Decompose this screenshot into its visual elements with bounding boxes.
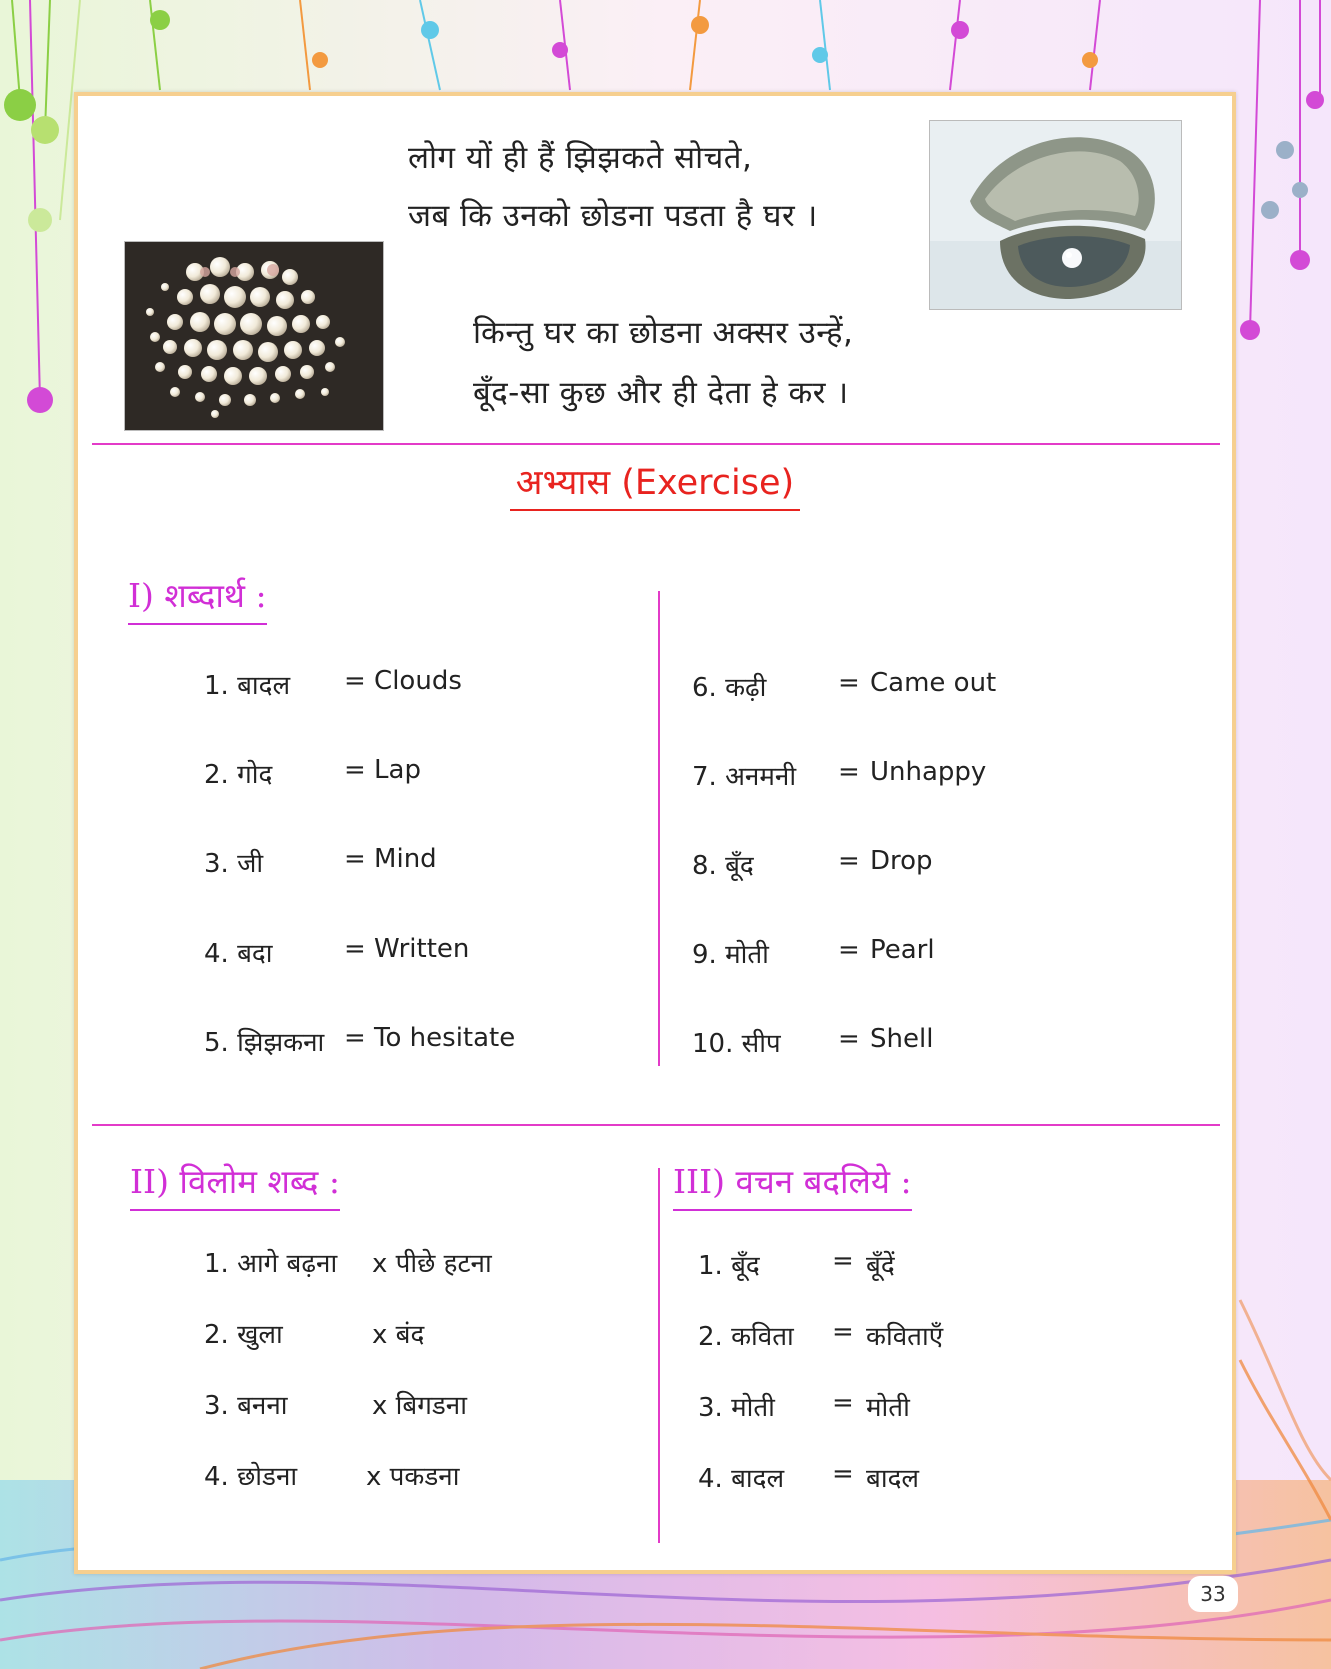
plural-word: 2. कविता bbox=[698, 1322, 794, 1352]
meaning-word: 1. बादल bbox=[204, 671, 291, 701]
meaning-word: 4. बदा bbox=[204, 939, 273, 969]
meaning-word: 9. मोती bbox=[692, 940, 769, 970]
meaning-text: Shell bbox=[870, 1024, 934, 1054]
divider-vertical-1 bbox=[658, 591, 660, 1066]
meaning-equals: = Mind bbox=[344, 844, 437, 874]
section-1-heading: I) शब्दार्थ : bbox=[128, 572, 267, 625]
exercise-title bbox=[78, 458, 1232, 505]
meaning-text: Pearl bbox=[870, 935, 935, 965]
page-content bbox=[74, 92, 1236, 1574]
section-3-heading: III) वचन बदलिये : bbox=[673, 1158, 912, 1211]
meaning-sign: = bbox=[838, 935, 860, 965]
meaning-equals: = To hesitate bbox=[344, 1023, 516, 1053]
meaning-word: 8. बूँद bbox=[692, 851, 754, 881]
meaning-text: Unhappy bbox=[870, 757, 987, 787]
section-2-heading: II) विलोम शब्द : bbox=[130, 1158, 340, 1211]
meaning-sign: = bbox=[838, 1024, 860, 1054]
meaning-word: 2. गोद bbox=[204, 760, 273, 790]
plural-sign: = bbox=[832, 1459, 854, 1489]
antonym-opposite: x पकडना bbox=[366, 1462, 460, 1492]
meaning-equals: = Lap bbox=[344, 755, 421, 785]
plural-sign: = bbox=[832, 1388, 854, 1418]
plural-sign: = bbox=[832, 1246, 854, 1276]
antonym-word: 3. बनना bbox=[204, 1391, 288, 1421]
oyster-shell-image bbox=[929, 120, 1182, 310]
exercise-title-text: अभ्यास (Exercise) bbox=[510, 463, 800, 511]
plural-sign: = bbox=[832, 1317, 854, 1347]
page-number: 33 bbox=[1188, 1576, 1238, 1612]
divider-top bbox=[92, 443, 1220, 445]
meaning-sign: = bbox=[838, 668, 860, 698]
meaning-equals: = Written bbox=[344, 934, 470, 964]
plural-word: 1. बूँद bbox=[698, 1251, 760, 1281]
antonym-word: 4. छोडना bbox=[204, 1462, 298, 1492]
meaning-word: 3. जी bbox=[204, 849, 264, 879]
meaning-word: 10. सीप bbox=[692, 1029, 781, 1059]
poem-line-4: बूँद-सा कुछ और ही देता हे कर । bbox=[473, 375, 849, 411]
meaning-text: Drop bbox=[870, 846, 933, 876]
poem-line-1: लोग यों ही हैं झिझकते सोचते, bbox=[408, 140, 753, 176]
plural-form: बादल bbox=[866, 1464, 920, 1494]
meaning-word: 7. अनमनी bbox=[692, 762, 797, 792]
plural-word: 3. मोती bbox=[698, 1393, 775, 1423]
antonym-word: 2. खुला bbox=[204, 1320, 283, 1350]
plural-form: कविताएँ bbox=[866, 1322, 944, 1352]
meaning-sign: = bbox=[838, 757, 860, 787]
antonym-opposite: x पीछे हटना bbox=[372, 1249, 492, 1279]
antonym-word: 1. आगे बढ़ना bbox=[204, 1249, 338, 1279]
antonym-opposite: x बिगडना bbox=[372, 1391, 467, 1421]
plural-form: बूँदें bbox=[866, 1251, 895, 1281]
antonym-opposite: x बंद bbox=[372, 1320, 425, 1350]
meaning-text: Came out bbox=[870, 668, 997, 698]
poem-line-2: जब कि उनको छोडना पडता है घर । bbox=[408, 198, 818, 234]
divider-middle bbox=[92, 1124, 1220, 1126]
plural-word: 4. बादल bbox=[698, 1464, 785, 1494]
divider-vertical-2 bbox=[658, 1168, 660, 1543]
plural-form: मोती bbox=[866, 1393, 910, 1423]
meaning-word: 5. झिझकना bbox=[204, 1028, 325, 1058]
meaning-word: 6. कढ़ी bbox=[692, 673, 767, 703]
pearls-image bbox=[124, 241, 384, 431]
meaning-sign: = bbox=[838, 846, 860, 876]
poem-line-3: किन्तु घर का छोडना अक्सर उन्हें, bbox=[473, 315, 854, 351]
meaning-equals: = Clouds bbox=[344, 666, 462, 696]
